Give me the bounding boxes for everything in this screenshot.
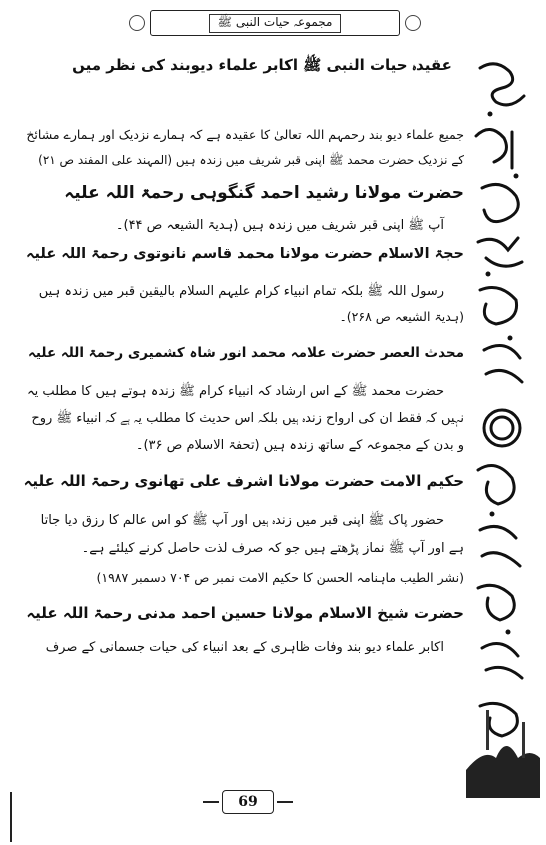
section-heading: محدث العصر حضرت علامہ محمد انور شاہ کشمیری رحمۃ اللہ علیہ	[28, 345, 464, 361]
section-heading: حضرت مولانا رشید احمد گنگوہی رحمۃ اللہ علیہ	[64, 183, 464, 203]
section-heading: حکیم الامت حضرت مولانا اشرف علی تھانوی رحمۃ اللہ علیہ	[23, 472, 464, 490]
page-title: عقیدہ حیات النبی ﷺ اکابر علماء دیوبند کی نظر میں	[72, 56, 452, 74]
paragraph-line: ہے اور آپ ﷺ نماز پڑھتے ہیں جو کہ صرف لذت حاصل کرنے کیلئے ہے۔	[81, 541, 464, 556]
paragraph-line: حضور پاک ﷺ اپنی قبر میں زندہ ہیں اور آپ ﷺ کو اس عالم کا رزق دیا جاتا	[40, 513, 444, 528]
article-body	[18, 0, 464, 845]
paragraph-line: اکابر علماء دیو بند وفات ظاہری کے بعد انبیاء کی حیات جسمانی کے صرف	[45, 640, 444, 655]
paragraph-line: حضرت محمد ﷺ کے اس ارشاد کہ انبیاء کرام ﷺ زندہ ہوتے ہیں کا مطلب یہ	[26, 384, 444, 399]
paragraph-line: جمیع علماء دیو بند رحمہم اللہ تعالیٰ کا عقیدہ ہے کہ ہمارے نزدیک اور ہمارے مشائخ	[26, 127, 464, 142]
paragraph-line: کے نزدیک حضرت محمد ﷺ اپنی قبر شریف میں زندہ ہیں (المہند علی المفند ص ۲۱)	[38, 153, 464, 167]
calligraphy-border-panel	[466, 58, 540, 798]
green-dome-icon	[466, 710, 540, 798]
reference-line: (نشر الطیب ماہنامہ الحسن کا حکیم الامت نمبر ص ۷۰۴ دسمبر ۱۹۸۷)	[96, 570, 464, 585]
margin-rule	[10, 792, 12, 842]
header-banner-text: مجموعہ حیات النبی ﷺ	[209, 14, 342, 33]
paragraph-line: رسول اللہ ﷺ بلکہ تمام انبیاء کرام علیہم السلام بالیقین قبر میں زندہ ہیں	[38, 284, 444, 299]
decorative-calligraphy-icon	[466, 58, 540, 798]
reference-line: (ہدیۃ الشیعہ ص ۲۶۸)۔	[339, 309, 464, 324]
section-heading: حجۃ الاسلام حضرت مولانا محمد قاسم نانوتوی رحمۃ اللہ علیہ	[25, 246, 464, 262]
paragraph-line: نہیں کہ فقط ان کی ارواح زندہ ہیں بلکہ اس حدیث کا مطلب یہ ہے کہ انبیاء ﷺ روح	[31, 411, 464, 426]
paragraph-line: آپ ﷺ اپنی قبر شریف میں زندہ ہیں (ہدیۃ الشیعہ ص ۴۴)۔	[115, 218, 444, 233]
paragraph-line: و بدن کے مجموعہ کے ساتھ زندہ ہیں (تحفۃ الاسلام ص ۳۶)۔	[135, 438, 464, 453]
page-number: 69	[222, 790, 274, 814]
section-heading: حضرت شیخ الاسلام مولانا حسین احمد مدنی رحمۃ اللہ علیہ	[26, 604, 464, 622]
